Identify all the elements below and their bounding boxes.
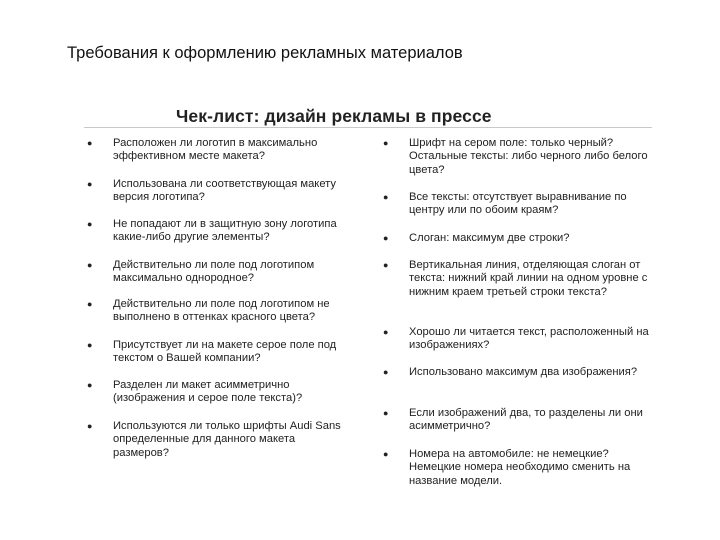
bullet-icon: ●: [87, 299, 93, 309]
checklist-item: [84, 137, 349, 164]
slide-title: Требования к оформлению рекламных материалов: [67, 44, 463, 62]
bullet-icon: ●: [383, 192, 389, 202]
checklist-item-text: Присутствует ли на макете серое поле под текстом о Вашей компании?: [113, 339, 337, 365]
checklist-item: [84, 259, 349, 286]
bullet-icon: ●: [383, 367, 389, 377]
checklist-item: [84, 339, 349, 366]
bullet-icon: ●: [87, 219, 93, 229]
checklist-item-text: Все тексты: отсутствует выравнивание по центру или по обоим краям?: [409, 191, 627, 217]
bullet-icon: ●: [383, 449, 389, 459]
bullet-icon: ●: [87, 340, 93, 350]
checklist-item-text: Использована ли соответствующая макету версия логотипа?: [113, 178, 337, 204]
checklist-item: [380, 448, 650, 488]
bullet-icon: ●: [87, 260, 93, 270]
checklist-item-text: Расположен ли логотип в максимально эффективном месте макета?: [113, 137, 318, 163]
checklist-item-text: Используются ли только шрифты Audi Sans определенные для данного макета размеров?: [113, 420, 341, 459]
checklist-item: [380, 326, 650, 353]
checklist-item: [84, 420, 349, 460]
checklist-item-text: Действительно ли поле под логотипом максимально однородное?: [113, 259, 315, 285]
checklist-item-text: Разделен ли макет асимметрично (изображения и серое поле текста)?: [113, 379, 303, 405]
bullet-icon: ●: [87, 138, 93, 148]
bullet-icon: ●: [383, 138, 389, 148]
checklist-item: [380, 232, 650, 245]
checklist-item: [84, 218, 349, 245]
checklist-item-text: Шрифт на сером поле: только черный? Остальные тексты: либо черного либо белого цвета?: [409, 137, 648, 176]
checklist-item: [84, 298, 349, 325]
bullet-icon: ●: [383, 233, 389, 243]
checklist-item: [380, 137, 650, 177]
checklist-item-text: Номера на автомобиле: не немецкие? Немецкие номера необходимо сменить на название модели.: [409, 448, 631, 487]
bullet-icon: ●: [87, 380, 93, 390]
checklist-item-text: Вертикальная линия, отделяющая слоган от текста: нижний край линии на одном уровне с нижним краем третьей строки текста?: [409, 259, 648, 298]
bullet-icon: ●: [87, 179, 93, 189]
checklist-item: [380, 259, 650, 299]
checklist-item: [84, 178, 349, 205]
bullet-icon: ●: [383, 408, 389, 418]
checklist-item: [380, 191, 650, 218]
checklist-item-text: Если изображений два, то разделены ли они асимметрично?: [409, 407, 643, 433]
checklist-item-text: Слоган: максимум две строки?: [409, 232, 570, 244]
checklist-item-text: Хорошо ли читается текст, расположенный на изображениях?: [409, 326, 649, 352]
checklist-heading: Чек-лист: дизайн рекламы в прессе: [176, 106, 492, 126]
checklist-item: [84, 379, 349, 406]
bullet-icon: ●: [87, 421, 93, 431]
checklist-item-text: Не попадают ли в защитную зону логотипа какие-либо другие элементы?: [113, 218, 337, 244]
bullet-icon: ●: [383, 260, 389, 270]
checklist-item: [380, 407, 650, 434]
checklist-item: [380, 366, 650, 379]
checklist-item-text: Использовано максимум два изображения?: [409, 366, 638, 378]
bullet-icon: ●: [383, 327, 389, 337]
checklist-item-text: Действительно ли поле под логотипом не выполнено в оттенках красного цвета?: [113, 298, 330, 324]
heading-divider: [84, 127, 652, 128]
